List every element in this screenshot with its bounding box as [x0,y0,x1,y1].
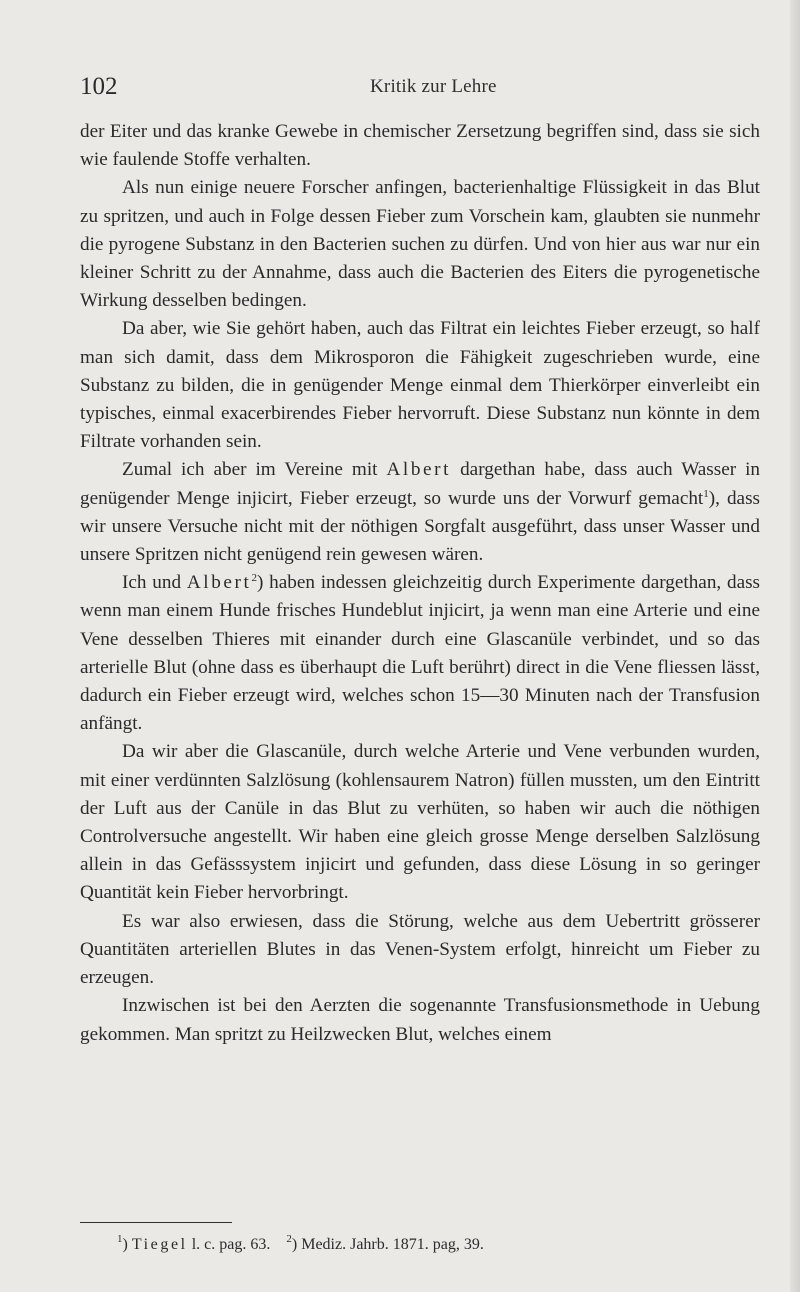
footnote-1: $^1$) Tiegel l. c. pag. 63. [117,1233,271,1253]
footnote-1-mark: 1 [117,1233,123,1245]
author-name-albert: Albert [386,459,452,481]
paragraph-3: Da aber, wie Sie gehört haben, auch das Filtrat ein leichtes Fieber erzeugt, so half man sich damit, dass dem Mikrosporon die Fähigkeit zugeschrieben wurde, eine Substanz zu bilden, die in genügender Menge einmal dem Thierkörper einverleibt ein typisches, einmal exacerbirendes Fieber hervorruft. Diese Substanz nun könnte in dem Filtrate vorhanden sein. [80,318,760,453]
footnote-2-mark: 2 [286,1233,292,1245]
footnotes [117,1234,757,1256]
page-header [80,72,760,102]
paragraph-2: Als nun einige neuere Forscher anfingen, bacterienhaltige Flüssigkeit in das Blut zu spritzen, und auch in Folge dessen Fieber zum Vorschein kam, glaubten sie nunmehr die pyrogene Substanz in den Bacterien suchen zu dürfen. Und von hier aus war nur ein kleiner Schritt zu der Annahme, dass auch die Bacterien des Eiters die pyrogenetische Wirkung desselben bedingen. [80,177,760,312]
paragraph-5: Ich und Albert$^2$) haben indessen gleichzeitig durch Experimente dargethan, dass wenn man einem Hunde frisches Hundeblut injicirt, ja wenn man eine Arterie und eine Vene desselben Thieres mit einander durch eine Glascanüle verbindet, und so das arterielle Blut (ohne dass es überhaupt die Luft berührt) direct in die Vene fliessen lässt, dadurch ein Fieber erzeugt wird, welches schon 15—30 Minuten nach der Transfusion anfängt. [80,572,761,735]
paragraph-1: der Eiter und das kranke Gewebe in chemischer Zersetzung begriffen sind, dass sie sich wie faulende Stoffe verhalten. [80,121,760,171]
paragraph-7: Es war also erwiesen, dass die Störung, welche aus dem Uebertritt grösserer Quantitäten arteriellen Blutes in das Venen-System erfolgt, hinreicht um Fieber zu erzeugen. [80,910,760,989]
author-name-albert-2: Albert [186,572,252,594]
body-text [80,118,760,1049]
page-edge-shadow [790,0,800,1292]
paragraph-6: Da wir aber die Glascanüle, durch welche Arterie und Vene verbunden wurden, mit einer verdünnten Salzlösung (kohlensaurem Natron) füllen mussten, um den Eintritt der Luft aus der Canüle in das Blut zu verhüten, so haben wir auch die nöthigen Controlversuche angestellt. Wir haben eine gleich grosse Menge derselben Salzlösung allein in das Gefässsystem injicirt und gefunden, dass diese Lösung in so geringer Quantität kein Fieber hervorbringt. [80,741,760,904]
footnote-2: $^2$) Mediz. Jahrb. 1871. pag, 39. [286,1233,484,1253]
paragraph-8: Inzwischen ist bei den Aerzten die sogenannte Transfusionsmethode in Uebung gekommen. Man spritzt zu Heilzwecken Blut, welches einem [80,995,760,1045]
footnote-1-text: l. c. pag. 63. [191,1236,271,1253]
paragraph-4-part-b: dargethan habe, dass auch Wasser in genügender Menge injicirt, Fieber erzeugt, so wurde uns der Vorwurf gemacht [80,459,761,509]
paragraph-5-part-b: haben indessen gleichzeitig durch Experimente dargethan, dass wenn man einem Hunde frisches Hundeblut injicirt, ja wenn man eine Arterie und eine Vene desselben Thieres mit einander durch eine Glascanüle verbindet, und so das arterielle Blut (ohne dass es überhaupt die Luft berührt) direct in die Vene fliessen lässt, dadurch ein Fieber erzeugt wird, welches schon 15—30 Minuten nach der Transfusion anfängt. [80,572,761,735]
footnote-ref-2: 2 [251,572,257,585]
paragraph-4: Zumal ich aber im Vereine mit Albert dargethan habe, dass auch Wasser in genügender Menge injicirt, Fieber erzeugt, so wurde uns der Vorwurf gemacht$^1$), dass wir unsere Versuche nicht mit der nöthigen Sorgfalt ausgeführt, dass unser Wasser und unsere Spritzen nicht genügend rein gewesen wären. [80,459,761,566]
footnote-divider [80,1222,232,1223]
paragraph-4-part-a: Zumal ich aber im Vereine mit [122,459,378,481]
page-number: 102 [80,73,118,100]
footnote-ref-1: 1 [703,487,709,500]
footnote-1-author: Tiegel [131,1236,188,1253]
footnote-2-text: Mediz. Jahrb. 1871. pag, 39. [301,1236,484,1253]
running-head: Kritik zur Lehre [370,76,497,97]
paragraph-4-part-c: , dass wir unsere Versuche nicht mit der nöthigen Sorgfalt ausgeführt, dass unser Wasser und unsere Spritzen nicht genügend rein gewesen wären. [80,487,760,566]
paragraph-5-part-a: Ich und [122,572,182,594]
